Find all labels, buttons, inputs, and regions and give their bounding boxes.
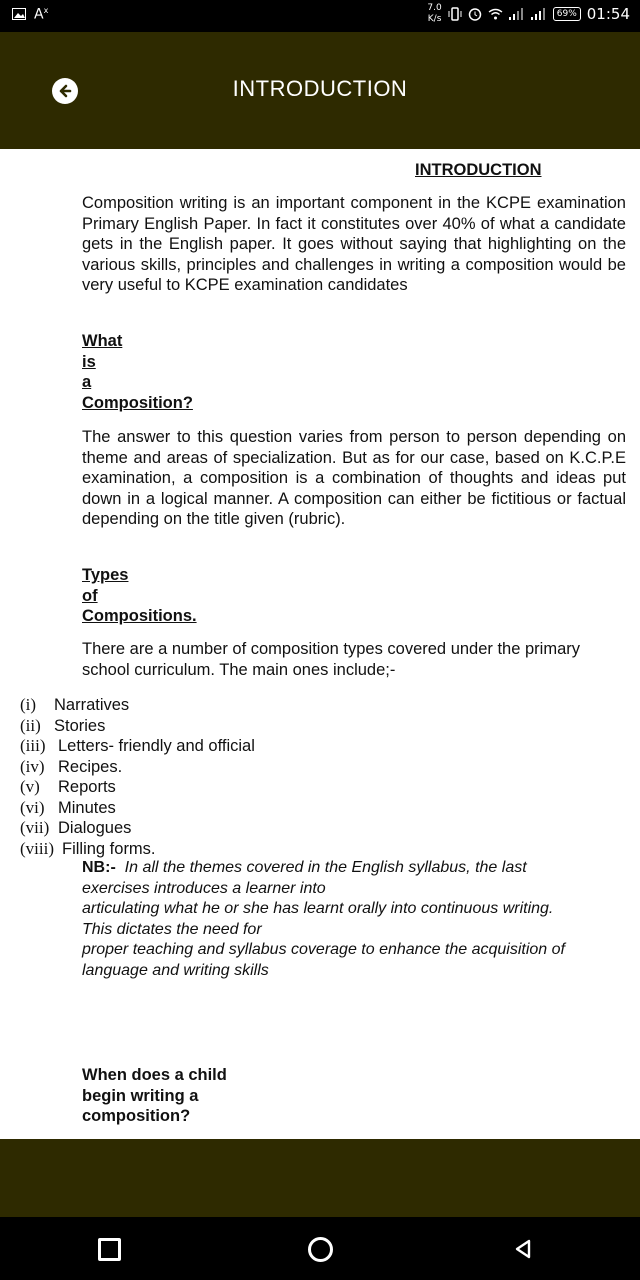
list-item [20, 798, 255, 819]
document-heading: INTRODUCTION [415, 161, 542, 179]
heading-line: of [82, 586, 98, 605]
nb-line: exercises introduces a learner into [82, 879, 326, 897]
heading-line: Compositions. [82, 607, 197, 625]
heading-line: Types [82, 566, 129, 584]
what-is-composition-paragraph [82, 427, 626, 530]
nb-note [82, 858, 626, 981]
heading-line: What [82, 332, 123, 350]
intro-line: examination Primary English Paper. In fact it constitutes over 40% [82, 194, 626, 233]
battery-indicator: 69% [553, 7, 581, 21]
intro-paragraph [82, 193, 626, 296]
list-text: Minutes [58, 798, 116, 817]
network-speed [427, 3, 441, 25]
network-speed-value: 7.0 [427, 3, 442, 13]
intro-line: challenges in writing a composition would be very useful to KCPE [82, 255, 626, 294]
recent-apps-icon[interactable] [98, 1238, 121, 1261]
heading-line: Composition? [82, 393, 193, 412]
wifi-icon [488, 8, 503, 20]
list-text: Letters- friendly and official [58, 737, 255, 755]
nb-text: In all the themes covered in the English syllabus, the last [124, 859, 527, 876]
list-item [20, 777, 255, 798]
question-line [82, 1086, 232, 1107]
list-text: Filling forms. [62, 839, 156, 858]
intro-line: of what a candidate gets in the English paper. It goes without [82, 214, 626, 253]
nb-line: proper teaching and syllabus coverage to enhance the acquisition of [82, 941, 565, 958]
when-to-begin-question [82, 1065, 232, 1127]
list-text: Dialogues [58, 819, 132, 837]
list-number: (i) [20, 695, 37, 714]
status-clock: 01:54 [586, 5, 630, 23]
list-text: Reports [58, 778, 116, 796]
status-bar [0, 0, 640, 32]
list-text: Stories [54, 716, 106, 735]
back-icon[interactable] [514, 1239, 532, 1259]
list-number: (viii) [20, 838, 54, 858]
nb-line: articulating what he or she has learnt orally into continuous writing. [82, 900, 554, 917]
bottom-bar [0, 1139, 640, 1217]
intro-line: saying that highlighting on the various skills, principles and [82, 235, 626, 274]
app-bar-title: INTRODUCTION [232, 76, 408, 101]
question-line: composition? [82, 1107, 191, 1125]
list-item [20, 818, 255, 839]
list-item [20, 757, 255, 778]
list-item [20, 695, 255, 716]
list-number: (vi) [20, 797, 45, 817]
types-intro-paragraph [82, 639, 626, 680]
app-bar [0, 32, 640, 149]
body-line: depending on theme and areas of specialization. But as for our [82, 428, 626, 467]
body-line: The answer to this question varies from person to person [82, 428, 518, 446]
image-notification-icon [12, 8, 26, 20]
list-text: Narratives [54, 696, 130, 714]
body-line: given (rubric). [244, 510, 346, 528]
nb-label: NB:- [82, 859, 116, 876]
status-right-icons [427, 3, 630, 25]
body-line: combination of thoughts and ideas put down in a logical manner. A [82, 469, 626, 508]
signal-icon-1 [509, 8, 525, 20]
list-item [20, 839, 255, 860]
list-number: (iii) [20, 736, 46, 755]
intro-line: Composition writing is an important component in the KCPE [82, 194, 531, 212]
heading-line: is [82, 352, 96, 371]
document-content[interactable] [0, 149, 640, 1139]
nb-line: language and writing skills [82, 961, 269, 979]
types-of-compositions-heading [82, 565, 197, 627]
list-number: (ii) [20, 715, 41, 735]
composition-types-list [20, 695, 255, 859]
nb-line: This dictates the need for [82, 920, 262, 938]
body-line: school curriculum. The main ones include;- [82, 660, 396, 679]
navigation-bar [0, 1217, 640, 1280]
what-is-composition-heading [82, 331, 193, 413]
intro-line: examination candidates [234, 276, 408, 294]
signal-icon-2 [531, 8, 547, 20]
list-item [20, 716, 255, 737]
list-item [20, 736, 255, 757]
question-line: When does a child [82, 1066, 227, 1084]
list-text: Recipes. [58, 757, 123, 776]
network-speed-unit: K/s [427, 14, 442, 24]
alarm-icon [468, 7, 482, 21]
list-number: (vii) [20, 818, 50, 837]
home-icon[interactable] [308, 1237, 333, 1262]
body-line: There are a number of composition types covered under the primary [82, 640, 580, 658]
list-number: (iv) [20, 756, 45, 776]
heading-line: a [82, 373, 92, 391]
font-size-icon: $A^x$ [34, 6, 49, 23]
vibrate-icon [448, 7, 462, 21]
status-left-icons [12, 6, 48, 23]
body-line: case, based on K.C.P.E examination, a composition is a [82, 448, 626, 487]
question-line-text: begin writing a [82, 1086, 199, 1105]
nb-line [82, 858, 626, 879]
list-number: (v) [20, 777, 40, 796]
body-line: composition can either be fictitious or factual depending on the title [82, 489, 627, 528]
